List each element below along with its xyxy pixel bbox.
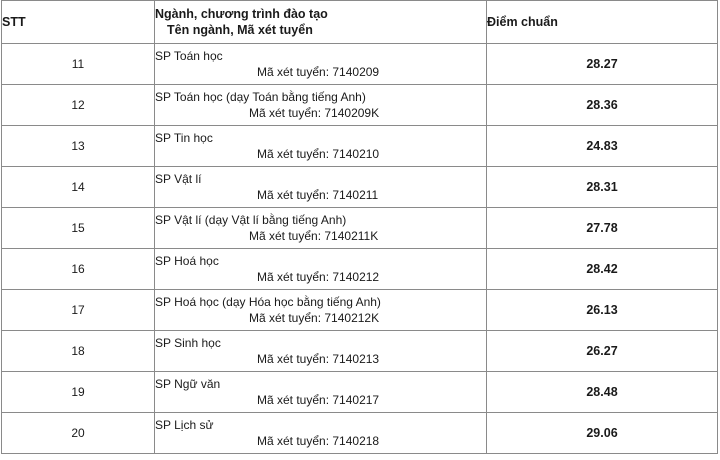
program-code: Mã xét tuyển: 7140209K [249,106,380,120]
program-name: SP Hoá học [155,254,219,268]
row-stt: 20 [2,413,155,454]
table-row [2,126,718,167]
program-code: Mã xét tuyển: 7140212 [257,270,380,284]
program-name: SP Sinh học [155,336,221,350]
row-stt: 14 [2,167,155,208]
row-score: 24.83 [487,126,718,167]
row-program [155,208,487,249]
header-score: Điểm chuẩn [487,1,718,44]
table-row [2,44,718,85]
program-code: Mã xét tuyển: 7140213 [257,352,380,366]
row-program [155,413,487,454]
program-name: SP Ngữ văn [155,377,221,391]
row-stt: 13 [2,126,155,167]
row-program [155,290,487,331]
table-row [2,167,718,208]
program-code: Mã xét tuyển: 7140218 [257,434,380,448]
row-program [155,85,487,126]
row-score: 28.27 [487,44,718,85]
row-score: 28.31 [487,167,718,208]
program-name: SP Lịch sử [155,418,214,432]
program-name: SP Hoá học (dạy Hóa học bằng tiếng Anh) [155,295,381,309]
table-row [2,290,718,331]
row-program [155,372,487,413]
row-stt: 18 [2,331,155,372]
program-code: Mã xét tuyển: 7140212K [249,311,380,325]
program-code: Mã xét tuyển: 7140210 [257,147,380,161]
program-name: SP Toán học [155,49,223,63]
row-score: 27.78 [487,208,718,249]
program-code: Mã xét tuyển: 7140209 [257,65,380,79]
table-row [2,413,718,454]
row-score: 26.27 [487,331,718,372]
row-program [155,331,487,372]
row-stt: 15 [2,208,155,249]
table-row [2,85,718,126]
program-name: SP Vật lí [155,172,202,186]
table-header-row [2,1,718,44]
program-name: SP Vật lí (dạy Vật lí bằng tiếng Anh) [155,213,347,227]
row-stt: 16 [2,249,155,290]
row-stt: 11 [2,44,155,85]
table-row [2,208,718,249]
table-row [2,249,718,290]
row-stt: 19 [2,372,155,413]
row-stt: 17 [2,290,155,331]
row-program [155,167,487,208]
header-stt: STT [2,1,155,44]
header-program-line2: Tên ngành, Mã xét tuyển [167,23,313,37]
row-score: 26.13 [487,290,718,331]
admission-score-table [1,0,718,454]
row-program [155,44,487,85]
row-stt: 12 [2,85,155,126]
table-row [2,372,718,413]
row-program [155,249,487,290]
row-program [155,126,487,167]
row-score: 29.06 [487,413,718,454]
header-program [155,1,487,44]
header-program-line1: Ngành, chương trình đào tạo [155,7,328,21]
program-code: Mã xét tuyển: 7140211K [249,229,379,243]
table-row [2,331,718,372]
program-code: Mã xét tuyển: 7140217 [257,393,380,407]
program-name: SP Tin học [155,131,213,145]
row-score: 28.42 [487,249,718,290]
program-name: SP Toán học (dạy Toán bằng tiếng Anh) [155,90,366,104]
program-code: Mã xét tuyển: 7140211 [257,188,379,202]
row-score: 28.36 [487,85,718,126]
row-score: 28.48 [487,372,718,413]
